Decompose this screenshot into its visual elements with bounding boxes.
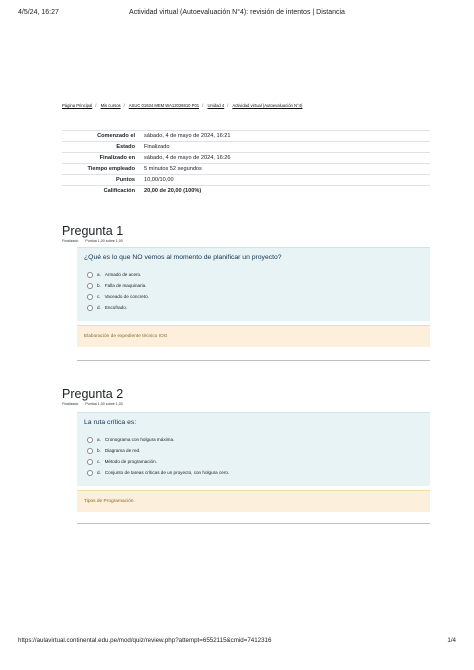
summary-label: Puntos bbox=[62, 175, 141, 186]
question-2-content bbox=[77, 412, 430, 486]
breadcrumb-course[interactable]: ASUC 01634 MEM WA12026810 P01 bbox=[128, 103, 200, 108]
answer-option[interactable] bbox=[87, 280, 430, 291]
question-meta bbox=[62, 239, 129, 243]
summary-label: Estado bbox=[62, 142, 141, 153]
radio-icon[interactable] bbox=[87, 470, 93, 476]
print-page-number: 1/4 bbox=[447, 637, 456, 644]
print-date: 4/5/24, 16:27 bbox=[18, 9, 59, 16]
option-letter: b. bbox=[97, 448, 101, 453]
option-letter: c. bbox=[97, 294, 101, 299]
option-text: Conjunto de tareas críticas de un proyecto, con holgura cero. bbox=[104, 470, 230, 475]
print-title: Actividad virtual (Autoevaluación N°4): revisión de intentos | Distancia bbox=[129, 9, 345, 16]
radio-icon[interactable] bbox=[87, 448, 93, 454]
answer-option[interactable] bbox=[87, 269, 430, 280]
question-meta bbox=[62, 402, 129, 406]
radio-icon[interactable] bbox=[87, 294, 93, 300]
radio-icon[interactable] bbox=[87, 459, 93, 465]
breadcrumb-separator: / bbox=[123, 103, 125, 108]
option-letter: c. bbox=[97, 459, 101, 464]
summary-value: sábado, 4 de mayo de 2024, 16:21 bbox=[141, 131, 430, 142]
question-divider bbox=[77, 360, 430, 361]
answer-option[interactable] bbox=[87, 456, 430, 467]
attempt-summary-table bbox=[62, 130, 430, 196]
feedback-text: Elaboración de expediente técnico IOG bbox=[84, 334, 168, 339]
breadcrumb-unit[interactable]: Unidad 4 bbox=[207, 103, 225, 108]
summary-value: 5 minutos 52 segundos bbox=[141, 164, 430, 175]
breadcrumb-separator: / bbox=[202, 103, 204, 108]
summary-value: Finalizado bbox=[141, 142, 430, 153]
option-letter: b. bbox=[97, 283, 101, 288]
radio-icon[interactable] bbox=[87, 305, 93, 311]
option-letter: a. bbox=[97, 437, 101, 442]
summary-value: sábado, 4 de mayo de 2024, 16:26 bbox=[141, 153, 430, 164]
option-text: Cronograma con holgura máxima. bbox=[104, 437, 175, 442]
answer-option[interactable] bbox=[87, 445, 430, 456]
summary-row bbox=[62, 186, 430, 197]
breadcrumb-separator: / bbox=[95, 103, 97, 108]
breadcrumb-activity[interactable]: Actividad virtual (Autoevaluación N°4) bbox=[232, 103, 303, 108]
question-title: Pregunta 2 bbox=[62, 387, 124, 401]
breadcrumb-separator: / bbox=[227, 103, 229, 108]
question-2-feedback bbox=[77, 490, 430, 512]
breadcrumb-my-courses[interactable]: Mis cursos bbox=[100, 103, 121, 108]
option-text: Vaceado de concreto. bbox=[104, 294, 149, 299]
option-text: Método de programación. bbox=[104, 459, 157, 464]
question-status: Finalizado bbox=[62, 402, 79, 406]
option-text: Falla de maquinaria. bbox=[104, 283, 147, 288]
radio-icon[interactable] bbox=[87, 437, 93, 443]
question-1-feedback bbox=[77, 325, 430, 347]
question-text: La ruta crítica es: bbox=[84, 419, 137, 426]
option-text: Armado de acero. bbox=[104, 272, 142, 277]
answer-option[interactable] bbox=[87, 434, 430, 445]
print-header bbox=[0, 9, 474, 21]
summary-row bbox=[62, 164, 430, 175]
answer-options bbox=[77, 269, 430, 313]
option-letter: a. bbox=[97, 272, 101, 277]
question-points: Puntúa 1,00 sobre 1,00 bbox=[85, 239, 123, 243]
option-text: Diagrama de red. bbox=[104, 448, 141, 453]
summary-row bbox=[62, 131, 430, 142]
summary-value: 10,00/10,00 bbox=[141, 175, 430, 186]
question-text: ¿Qué es lo que NO vemos al momento de planificar un proyecto? bbox=[84, 254, 282, 261]
summary-row bbox=[62, 175, 430, 186]
option-letter: d. bbox=[97, 470, 101, 475]
answer-option[interactable] bbox=[87, 302, 430, 313]
answer-option[interactable] bbox=[87, 291, 430, 302]
question-1-header bbox=[62, 224, 129, 243]
summary-row bbox=[62, 153, 430, 164]
answer-options bbox=[77, 434, 430, 478]
question-title: Pregunta 1 bbox=[62, 224, 124, 238]
question-1-content bbox=[77, 247, 430, 321]
answer-option[interactable] bbox=[87, 467, 430, 478]
question-divider bbox=[77, 523, 430, 524]
question-2-header bbox=[62, 387, 129, 406]
question-points: Puntúa 1,00 sobre 1,00 bbox=[85, 402, 123, 406]
print-url: https://aulavirtual.continental.edu.pe/mod/quiz/review.php?attempt=6552115&cmid=7412316 bbox=[18, 637, 272, 644]
summary-label: Tiempo empleado bbox=[62, 164, 141, 175]
question-status: Finalizado bbox=[62, 239, 79, 243]
breadcrumb-home[interactable]: Página Principal bbox=[62, 103, 93, 108]
option-text: Encofrado. bbox=[104, 305, 128, 310]
summary-label: Comenzado el bbox=[62, 131, 141, 142]
summary-label: Calificación bbox=[62, 186, 141, 197]
radio-icon[interactable] bbox=[87, 272, 93, 278]
feedback-text: Tipos de Programación. bbox=[84, 499, 135, 504]
summary-value: 20,00 de 20,00 (100%) bbox=[141, 186, 430, 197]
summary-row bbox=[62, 142, 430, 153]
breadcrumb bbox=[62, 103, 302, 108]
summary-label: Finalizado en bbox=[62, 153, 141, 164]
option-letter: d. bbox=[97, 305, 101, 310]
radio-icon[interactable] bbox=[87, 283, 93, 289]
